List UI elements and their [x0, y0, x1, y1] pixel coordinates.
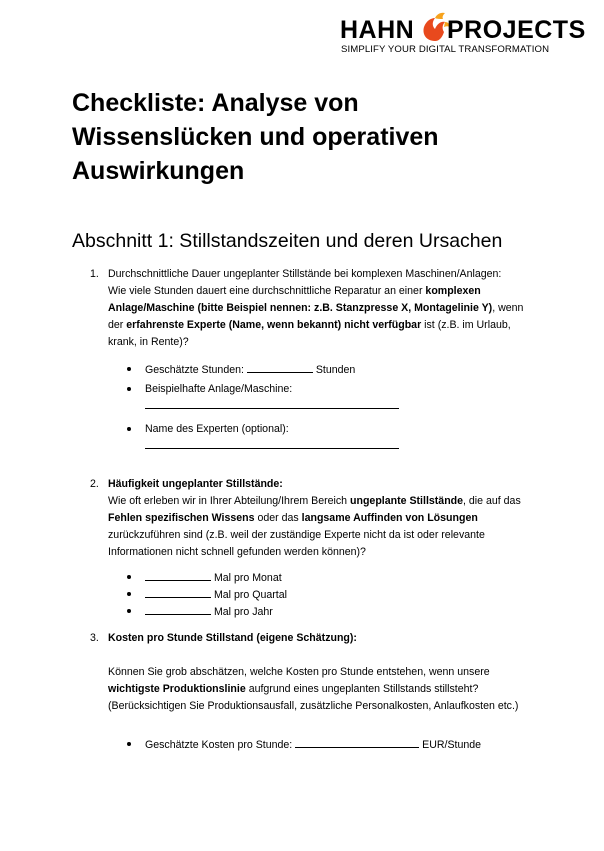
question-text-segment: (Berücksichtigen Sie Produktionsausfall, zusätzliche Personalkosten, Anlaufkosten etc.)	[108, 700, 519, 712]
list-item	[127, 421, 399, 437]
cost-blank-field[interactable]	[295, 736, 419, 748]
question-text-segment: Können Sie grob abschätzen, welche Kosten pro Stunde entstehen, wenn unsere	[108, 666, 490, 678]
question-heading-text: Durchschnittliche Dauer ungeplanter Stillstände bei komplexen Maschinen/Anlagen:	[108, 268, 502, 280]
expert-name-blank-field[interactable]	[145, 437, 399, 449]
bullet-suffix: Stunden	[315, 364, 356, 376]
question-number: 1.	[90, 268, 99, 280]
question-heading-text: Kosten pro Stunde Stillstand (eigene Schätzung):	[108, 632, 357, 644]
question-line	[108, 681, 548, 698]
list-item	[127, 397, 399, 421]
bullet-label: Geschätzte Stunden:	[145, 364, 244, 376]
bullet-icon	[127, 367, 131, 371]
question-line	[108, 630, 548, 647]
machine-blank-field[interactable]	[145, 397, 399, 409]
question-bold-segment: erfahrenste Experte (Name, wenn bekannt) nicht verfügbar	[126, 319, 422, 331]
question-bold-segment: ungeplante Stillstände	[350, 495, 464, 507]
hours-blank-field[interactable]	[247, 361, 313, 373]
question-number: 2.	[90, 478, 99, 490]
title-line: Auswirkungen	[72, 157, 245, 185]
bullet-label: Beispielhafte Anlage/Maschine:	[145, 383, 293, 395]
logo-tagline: SIMPLIFY YOUR DIGITAL TRANSFORMATION	[341, 44, 550, 55]
list-item	[127, 361, 399, 378]
question-bold-segment: Anlage/Maschine (bitte Beispiel nennen: z.B. Stanzpresse X, Montagelinie Y)	[108, 302, 493, 314]
bullet-icon	[127, 387, 131, 391]
question-line	[108, 544, 548, 561]
question-bold-segment: Fehlen spezifischen Wissens	[108, 512, 255, 524]
question-line	[108, 510, 548, 527]
question-text	[108, 266, 548, 351]
bullet-icon	[127, 575, 131, 579]
title-line: Checkliste: Analyse von	[72, 89, 359, 117]
list-item	[127, 603, 287, 620]
list-item	[127, 381, 399, 397]
hahn-projects-logo	[340, 14, 590, 58]
list-item	[127, 569, 287, 586]
bullet-icon	[127, 427, 131, 431]
bullet-suffix: Mal pro Quartal	[213, 589, 287, 601]
question-text-segment: ist (z.B. im Urlaub,	[424, 319, 511, 331]
bullet-label: Geschätzte Kosten pro Stunde:	[145, 739, 293, 751]
bullet-icon	[127, 742, 131, 746]
question-line	[108, 300, 548, 317]
answer-list-1	[127, 361, 399, 453]
question-line	[108, 266, 548, 283]
question-line	[108, 476, 548, 493]
bullet-suffix: Mal pro Monat	[213, 572, 282, 584]
question-text-segment: der	[108, 319, 124, 331]
section-heading: Abschnitt 1: Stillstandszeiten und deren Ursachen	[72, 230, 503, 252]
answer-list-2	[127, 569, 287, 620]
question-line	[108, 698, 548, 715]
question-heading-text: Häufigkeit ungeplanter Stillstände:	[108, 478, 283, 490]
question-text-segment: krank, in Rente)?	[108, 336, 189, 348]
answer-list-3	[127, 736, 481, 753]
document-title	[72, 86, 542, 188]
list-item	[127, 437, 399, 453]
yearly-blank-field[interactable]	[145, 603, 211, 615]
question-line	[108, 664, 548, 681]
question-text-segment: zurückzuführen sind (z.B. weil der zuständige Experte nicht da ist oder relevante	[108, 529, 485, 541]
bullet-label: Name des Experten (optional):	[145, 423, 289, 435]
question-text	[108, 630, 548, 715]
question-number: 3.	[90, 632, 99, 644]
list-item	[127, 736, 481, 753]
logo-word-projects: PROJECTS	[447, 16, 586, 44]
monthly-blank-field[interactable]	[145, 569, 211, 581]
list-item	[127, 586, 287, 603]
question-line	[108, 527, 548, 544]
question-line	[108, 493, 548, 510]
question-text-segment: Informationen nicht schnell gefunden werden können)?	[108, 546, 366, 558]
question-line	[108, 647, 548, 664]
bullet-suffix: Mal pro Jahr	[213, 606, 273, 618]
question-text-segment: , die auf das	[463, 495, 521, 507]
question-text-segment: Wie oft erleben wir in Ihrer Abteilung/Ihrem Bereich	[108, 495, 348, 507]
title-line: Wissenslücken und operativen	[72, 123, 439, 151]
question-text-segment: Wie viele Stunden dauert eine durchschnittliche Reparatur an einer	[108, 285, 423, 297]
question-text-segment: oder das	[257, 512, 299, 524]
logo-word-hahn: HAHN	[340, 16, 415, 44]
question-line	[108, 334, 548, 351]
question-bold-segment: wichtigste Produktionslinie	[108, 683, 246, 695]
bullet-suffix: EUR/Stunde	[422, 739, 482, 751]
question-line	[108, 317, 548, 334]
question-text-segment: aufgrund eines ungeplanten Stillstands stillsteht?	[248, 683, 479, 695]
question-line	[108, 283, 548, 300]
question-bold-segment: komplexen	[425, 285, 481, 297]
quarterly-blank-field[interactable]	[145, 586, 211, 598]
bullet-icon	[127, 609, 131, 613]
question-text-segment: , wenn	[492, 302, 524, 314]
question-bold-segment: langsame Auffinden von Lösungen	[301, 512, 478, 524]
question-text	[108, 476, 548, 561]
bullet-icon	[127, 592, 131, 596]
